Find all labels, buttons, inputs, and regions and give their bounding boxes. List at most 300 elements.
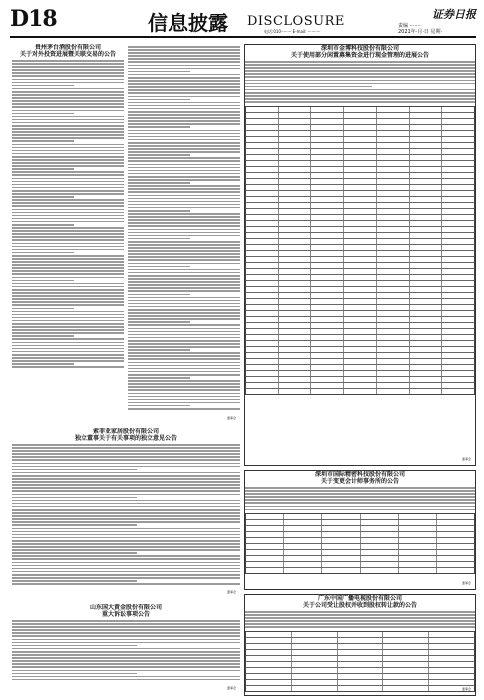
table-cell: [344, 305, 377, 310]
text-line: [12, 298, 124, 300]
text-line: [12, 552, 137, 554]
table-cell: [344, 137, 377, 142]
text-line: [12, 252, 74, 254]
text-line: [12, 202, 124, 204]
table-cell: [442, 299, 474, 304]
table-cell: [279, 269, 312, 274]
table-cell: [399, 532, 437, 537]
table-cell: [377, 125, 410, 130]
table-cell: [442, 113, 474, 118]
text-line: [12, 301, 124, 303]
table-cell: [344, 203, 377, 208]
table-cell: [246, 353, 279, 358]
notice-title: 关于公司受让股权并收到股权转让款的公告: [302, 602, 417, 609]
table-cell: [344, 335, 377, 340]
notice-signature: 董事会: [226, 590, 236, 594]
text-line: [128, 92, 240, 94]
text-line: [12, 503, 240, 505]
table-cell: [410, 203, 443, 208]
text-line: [128, 284, 240, 286]
table-cell: [246, 520, 284, 525]
text-line: [12, 494, 240, 496]
table-cell: [410, 317, 443, 322]
table-cell: [279, 209, 312, 214]
table-cell: [246, 532, 284, 537]
table-cell: [442, 107, 474, 112]
table-cell: [279, 305, 312, 310]
table-cell: [377, 263, 410, 268]
text-line: [128, 151, 240, 153]
table-cell: [279, 317, 312, 322]
text-line: [245, 490, 475, 492]
text-line: [12, 153, 124, 155]
table-cell: [246, 680, 292, 685]
text-line: [128, 136, 240, 138]
table-cell: [410, 185, 443, 190]
table-cell: [410, 113, 443, 118]
table-cell: [442, 329, 474, 334]
table-cell: [442, 257, 474, 262]
table-cell: [246, 538, 284, 543]
table-cell: [311, 257, 344, 262]
text-line: [12, 456, 240, 458]
table-cell: [410, 131, 443, 136]
text-line: [12, 261, 124, 263]
table-cell: [246, 544, 284, 549]
text-line: [128, 126, 190, 128]
text-line: [12, 463, 240, 465]
text-line: [12, 79, 124, 81]
table-cell: [442, 341, 474, 346]
text-line: [128, 133, 240, 135]
table-cell: [399, 544, 437, 549]
text-line: [128, 65, 240, 67]
table-cell: [311, 131, 344, 136]
table-cell: [279, 311, 312, 316]
text-line: [12, 113, 74, 115]
text-line: [12, 168, 74, 170]
text-line: [128, 49, 240, 51]
table-cell: [344, 359, 377, 364]
text-line: [12, 629, 240, 631]
table-cell: [246, 173, 279, 178]
table-cell: [344, 149, 377, 154]
data-table: [245, 106, 475, 395]
notice-1: [12, 44, 124, 424]
text-line: [12, 354, 124, 356]
table-cell: [311, 215, 344, 220]
text-line: [128, 142, 240, 144]
table-cell: [399, 520, 437, 525]
text-line: [12, 543, 240, 545]
table-cell: [377, 167, 410, 172]
table-cell: [377, 323, 410, 328]
table-cell: [410, 329, 443, 334]
table-cell: [246, 650, 292, 655]
text-line: [12, 360, 124, 362]
text-line: [12, 205, 124, 207]
text-line: [12, 348, 124, 350]
table-cell: [344, 287, 377, 292]
table-cell: [377, 245, 410, 250]
text-line: [128, 324, 240, 326]
table-cell: [442, 203, 474, 208]
text-line: [12, 574, 240, 576]
table-cell: [442, 197, 474, 202]
text-line: [128, 393, 240, 395]
table-cell: [410, 287, 443, 292]
text-line: [245, 487, 475, 489]
table-cell: [442, 365, 474, 370]
text-line: [12, 351, 124, 353]
table-cell: [311, 293, 344, 298]
text-line: [12, 91, 124, 93]
text-line: [245, 509, 475, 511]
text-line: [128, 256, 240, 258]
table-cell: [246, 209, 279, 214]
table-cell: [410, 371, 443, 376]
table-cell: [344, 221, 377, 226]
table-cell: [311, 149, 344, 154]
table-cell: [338, 638, 384, 643]
text-line: [12, 524, 137, 526]
text-line: [12, 190, 124, 192]
table-cell: [338, 632, 384, 637]
text-line: [12, 187, 124, 189]
text-line: [128, 315, 240, 317]
table-cell: [410, 269, 443, 274]
table-cell: [410, 143, 443, 148]
text-line: [128, 191, 240, 193]
text-line: [128, 80, 240, 82]
table-cell: [410, 293, 443, 298]
text-line: [128, 173, 240, 175]
text-line: [12, 270, 124, 272]
text-line: [12, 174, 124, 176]
text-line: [128, 213, 240, 215]
section-title: 信息披露: [148, 11, 228, 35]
text-line: [245, 623, 475, 625]
table-cell: [246, 305, 279, 310]
table-cell: [292, 662, 338, 667]
table-cell: [246, 311, 279, 316]
text-line: [12, 345, 124, 347]
text-line: [128, 179, 240, 181]
table-cell: [246, 317, 279, 322]
table-cell: [437, 526, 474, 531]
text-line: [12, 512, 240, 514]
text-line: [12, 243, 124, 245]
table-cell: [322, 532, 360, 537]
text-line: [12, 317, 124, 319]
text-line: [12, 447, 240, 449]
text-line: [12, 568, 240, 570]
table-cell: [410, 263, 443, 268]
text-line: [12, 642, 240, 644]
notice-body: [128, 46, 240, 410]
text-line: [245, 611, 475, 613]
notice-5: [244, 470, 476, 590]
table-cell: [292, 668, 338, 673]
text-line: [128, 278, 240, 280]
text-line: [12, 338, 124, 340]
text-line: [128, 309, 240, 311]
table-cell: [429, 680, 474, 685]
table-cell: [246, 269, 279, 274]
table-cell: [437, 520, 474, 525]
text-line: [128, 349, 190, 351]
text-line: [128, 117, 240, 119]
text-line: [245, 506, 475, 508]
table-cell: [246, 107, 279, 112]
text-line: [12, 165, 124, 167]
table-cell: [410, 173, 443, 178]
table-cell: [410, 221, 443, 226]
text-line: [12, 472, 240, 474]
text-line: [128, 318, 240, 320]
table-cell: [442, 275, 474, 280]
table-cell: [311, 245, 344, 250]
table-cell: [311, 251, 344, 256]
text-line: [245, 502, 475, 504]
text-line: [12, 236, 124, 238]
table-cell: [246, 323, 279, 328]
table-cell: [399, 550, 437, 555]
text-line: [12, 137, 124, 139]
table-cell: [311, 203, 344, 208]
table-cell: [338, 656, 384, 661]
table-cell: [246, 191, 279, 196]
text-line: [12, 639, 240, 641]
table-cell: [399, 562, 437, 567]
text-line: [12, 125, 124, 127]
issue-date: 2021年·月·日 星期·: [398, 29, 443, 35]
table-cell: [246, 656, 292, 661]
table-cell: [279, 131, 312, 136]
text-line: [12, 478, 240, 480]
table-cell: [279, 191, 312, 196]
table-cell: [377, 143, 410, 148]
table-cell: [311, 329, 344, 334]
table-cell: [442, 389, 474, 394]
table-cell: [377, 275, 410, 280]
text-line: [12, 94, 124, 96]
table-cell: [377, 179, 410, 184]
notice-1-continued: [128, 44, 240, 424]
table-cell: [284, 544, 322, 549]
text-line: [128, 185, 240, 187]
table-cell: [410, 215, 443, 220]
text-line: [128, 182, 190, 184]
table-cell: [279, 347, 312, 352]
table-cell: [279, 383, 312, 388]
table-cell: [383, 686, 429, 691]
text-line: [245, 626, 475, 628]
table-cell: [344, 209, 377, 214]
text-line: [12, 509, 240, 511]
table-cell: [279, 107, 312, 112]
table-cell: [246, 155, 279, 160]
text-line: [12, 323, 124, 325]
notice-4: [244, 44, 476, 466]
text-line: [12, 490, 240, 492]
table-cell: [410, 161, 443, 166]
text-line: [12, 227, 124, 229]
text-line: [12, 273, 124, 275]
table-cell: [437, 550, 474, 555]
table-cell: [344, 347, 377, 352]
text-line: [12, 289, 124, 291]
text-line: [12, 366, 124, 368]
table-cell: [344, 131, 377, 136]
text-line: [128, 380, 240, 382]
table-cell: [410, 383, 443, 388]
text-line: [128, 120, 240, 122]
text-line: [128, 235, 240, 237]
text-line: [245, 98, 475, 100]
table-cell: [429, 662, 474, 667]
text-line: [128, 46, 240, 48]
text-line: [12, 147, 124, 149]
text-line: [128, 371, 240, 373]
table-cell: [246, 299, 279, 304]
table-cell: [246, 119, 279, 124]
notice-signature: 董事会: [226, 686, 236, 690]
table-cell: [442, 371, 474, 376]
text-line: [128, 368, 240, 370]
table-cell: [246, 251, 279, 256]
text-line: [12, 623, 240, 625]
table-cell: [410, 245, 443, 250]
table-cell: [377, 293, 410, 298]
text-line: [12, 632, 240, 634]
table-cell: [279, 155, 312, 160]
text-line: [12, 580, 137, 582]
table-cell: [311, 287, 344, 292]
table-cell: [377, 185, 410, 190]
text-line: [12, 320, 124, 322]
table-cell: [410, 305, 443, 310]
text-line: [128, 58, 240, 60]
table-cell: [246, 674, 292, 679]
table-cell: [383, 656, 429, 661]
text-line: [128, 219, 240, 221]
table-cell: [338, 668, 384, 673]
text-line: [245, 64, 475, 66]
table-cell: [442, 155, 474, 160]
text-line: [12, 258, 124, 260]
text-line: [12, 670, 240, 672]
table-cell: [279, 227, 312, 232]
text-line: [128, 266, 190, 268]
table-cell: [311, 155, 344, 160]
table-cell: [410, 257, 443, 262]
table-cell: [344, 155, 377, 160]
table-cell: [377, 113, 410, 118]
table-cell: [410, 191, 443, 196]
text-line: [12, 131, 124, 133]
table-cell: [344, 185, 377, 190]
table-cell: [311, 305, 344, 310]
text-line: [128, 352, 240, 354]
table-cell: [377, 161, 410, 166]
table-cell: [279, 239, 312, 244]
table-cell: [383, 680, 429, 685]
text-line: [12, 140, 74, 142]
table-cell: [311, 347, 344, 352]
notice-signature: 董事会: [461, 581, 471, 585]
text-line: [128, 157, 240, 159]
table-cell: [344, 227, 377, 232]
table-cell: [361, 550, 399, 555]
table-cell: [344, 161, 377, 166]
text-line: [12, 308, 74, 310]
text-line: [245, 73, 475, 75]
table-cell: [442, 167, 474, 172]
text-line: [245, 86, 372, 88]
notice-title: 关于变更会计师事务所的公告: [320, 478, 399, 485]
text-line: [12, 110, 124, 112]
text-line: [128, 225, 240, 227]
text-line: [12, 657, 240, 659]
table-cell: [442, 179, 474, 184]
table-cell: [344, 293, 377, 298]
table-cell: [246, 179, 279, 184]
table-cell: [246, 227, 279, 232]
text-line: [12, 537, 240, 539]
text-line: [12, 571, 240, 573]
notice-signature: 董事会: [461, 457, 471, 461]
text-line: [12, 292, 124, 294]
table-cell: [399, 556, 437, 561]
text-line: [12, 69, 124, 71]
table-cell: [442, 239, 474, 244]
text-line: [128, 207, 240, 209]
text-line: [12, 645, 137, 647]
text-line: [12, 357, 124, 359]
text-line: [128, 312, 240, 314]
notice-title: 关于对外投资进展暨关联交易的公告: [19, 51, 116, 58]
table-cell: [344, 317, 377, 322]
text-line: [128, 396, 240, 398]
table-cell: [361, 562, 399, 567]
data-table: [245, 513, 475, 574]
table-cell: [311, 335, 344, 340]
text-line: [12, 518, 240, 520]
text-line: [12, 453, 240, 455]
text-line: [128, 386, 240, 388]
contact-line: 电话:010-······· E-mail: ··········: [264, 29, 321, 34]
table-cell: [284, 550, 322, 555]
table-cell: [246, 568, 284, 573]
table-cell: [311, 239, 344, 244]
table-cell: [442, 149, 474, 154]
table-cell: [437, 538, 474, 543]
text-line: [12, 277, 124, 279]
table-cell: [246, 215, 279, 220]
notice-company: 广东中国广播电视股份有限公司: [317, 595, 402, 602]
text-line: [128, 383, 240, 385]
table-cell: [279, 263, 312, 268]
table-cell: [383, 638, 429, 643]
table-cell: [311, 137, 344, 142]
text-line: [128, 272, 240, 274]
text-line: [12, 651, 240, 653]
text-line: [128, 247, 240, 249]
table-cell: [279, 389, 312, 394]
table-cell: [442, 263, 474, 268]
text-line: [12, 342, 124, 344]
